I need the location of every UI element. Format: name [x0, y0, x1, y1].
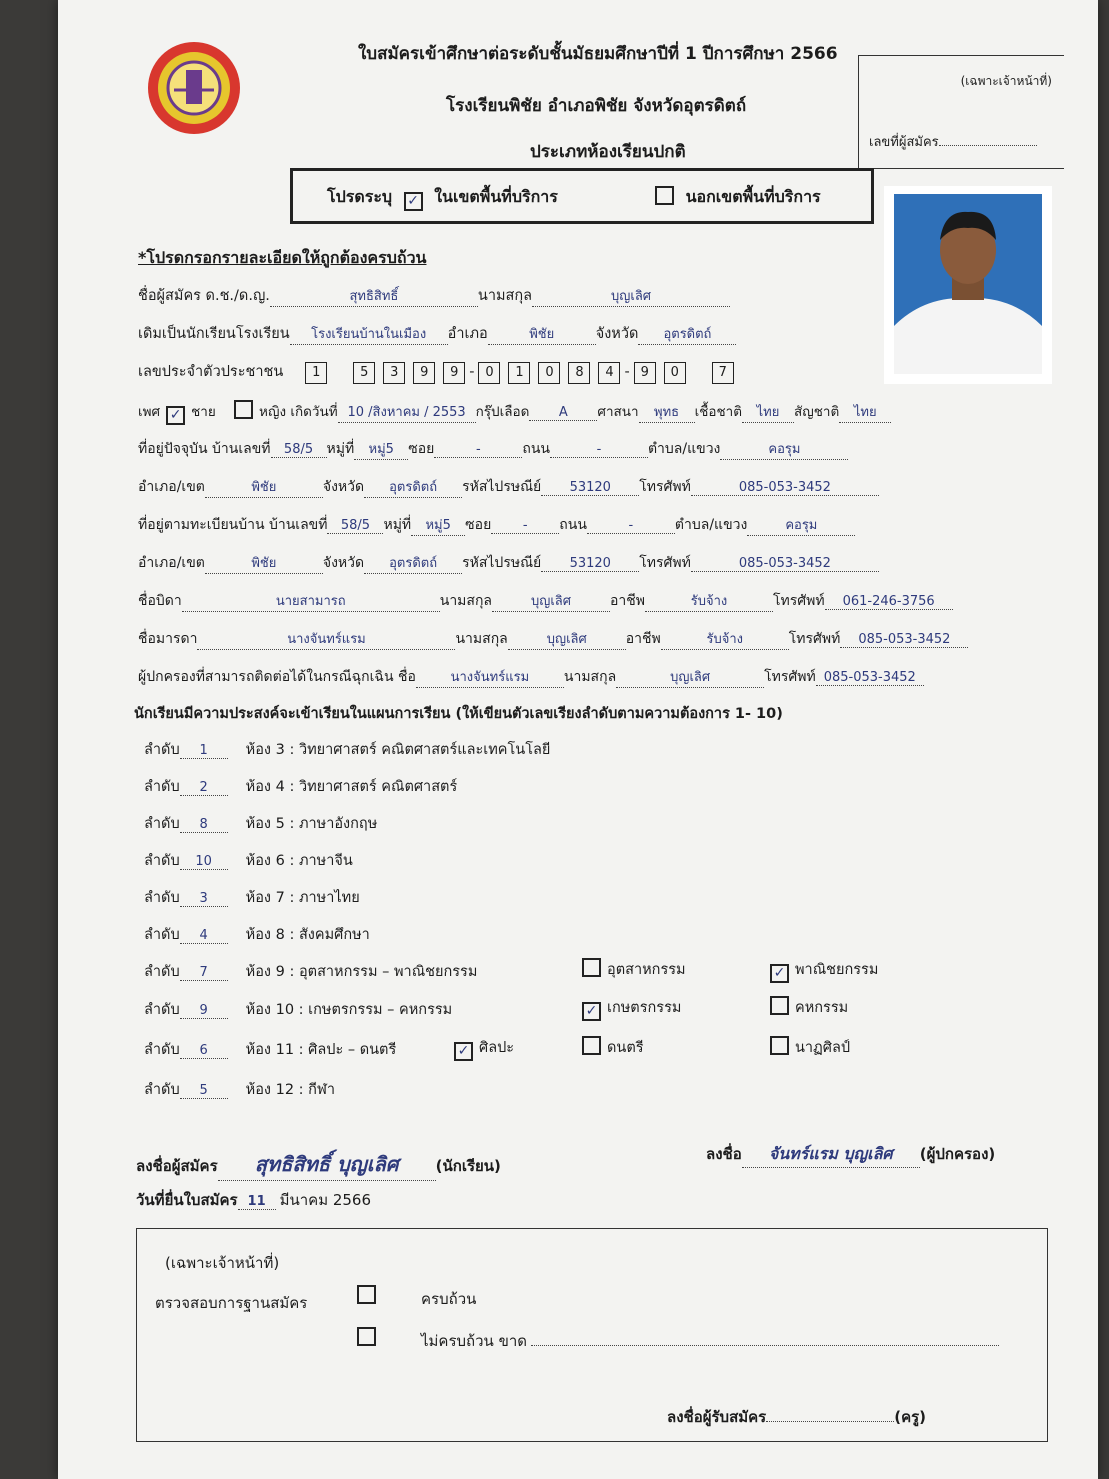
plan-rank-field[interactable]: 10	[180, 854, 228, 870]
submit-date-row: วันที่ยื่นใบสมัคร 11 มีนาคม 2566	[136, 1191, 372, 1209]
cur-soi-field[interactable]: -	[434, 442, 522, 458]
current-address-row-2: อำเภอ/เขต พิชัย จังหวัด อุตรดิตถ์ รหัสไปรษณีย์ 53120 โทรศัพท์ 085-053-3452	[138, 476, 879, 498]
sub-option: อุตสาหกรรม	[576, 958, 686, 981]
prev-school-field[interactable]: โรงเรียนบ้านในเมือง	[290, 323, 448, 345]
guardian-name-field[interactable]: นางจันทร์แรม	[416, 666, 564, 688]
plan-item: ลำดับ 2 ห้อง 4 : วิทยาศาสตร์ คณิตศาสตร์	[144, 779, 458, 795]
plan-rank-field[interactable]: 9	[180, 1003, 228, 1019]
registered-address-row-2: อำเภอ/เขต พิชัย จังหวัด อุตรดิตถ์ รหัสไปรษณีย์ 53120 โทรศัพท์ 085-053-3452	[138, 552, 879, 574]
guardian-signature[interactable]: จันทร์แรม บุญเลิศ	[742, 1142, 920, 1168]
blood-field[interactable]: A	[529, 405, 597, 421]
prev-district-field[interactable]: พิชัย	[488, 323, 596, 345]
reg-postal-field[interactable]: 53120	[541, 556, 639, 572]
plan-rank-field[interactable]: 2	[180, 780, 228, 796]
first-name-field[interactable]: สุทธิสิทธิ์	[270, 285, 478, 307]
female-checkbox[interactable]	[234, 400, 253, 419]
area-selection-box: โปรดระบุ ✓ ในเขตพื้นที่บริการ นอกเขตพื้นที่บริการ	[290, 168, 874, 224]
plan-item: ลำดับ 6 ห้อง 11 : ศิลปะ – ดนตรี	[144, 1042, 397, 1058]
id-digit[interactable]: 0	[478, 362, 500, 384]
id-digit[interactable]: 7	[712, 362, 734, 384]
plan-item: ลำดับ 9 ห้อง 10 : เกษตรกรรม – คหกรรม	[144, 1002, 453, 1018]
reg-soi-field[interactable]: -	[491, 518, 559, 534]
id-digit[interactable]: 3	[383, 362, 405, 384]
prev-province-field[interactable]: อุตรดิตถ์	[638, 323, 736, 345]
cur-moo-field[interactable]: หมู่5	[354, 438, 408, 460]
sub-option: ดนตรี	[576, 1036, 644, 1059]
plan-item: ลำดับ 1 ห้อง 3 : วิทยาศาสตร์ คณิตศาสตร์และเทคโนโลยี	[144, 742, 551, 758]
last-name-field[interactable]: บุญเลิศ	[532, 285, 730, 307]
reg-phone-field[interactable]: 085-053-3452	[691, 556, 879, 572]
cur-province-field[interactable]: อุตรดิตถ์	[364, 476, 462, 498]
school-name: โรงเรียนพิชัย อำเภอพิชัย จังหวัดอุตรดิตถ์	[446, 96, 747, 116]
plan-rank-field[interactable]: 5	[180, 1083, 228, 1099]
incomplete-row: ไม่ครบถ้วน ขาด	[421, 1329, 999, 1353]
cur-road-field[interactable]: -	[550, 442, 648, 458]
in-area-checkbox[interactable]: ✓	[404, 192, 423, 211]
dob-field[interactable]: 10 /สิงหาคม / 2553	[338, 401, 476, 423]
sub-option: นาฏศิลป์	[764, 1036, 850, 1059]
application-form	[58, 0, 1098, 1479]
race-field[interactable]: ไทย	[742, 401, 794, 423]
plan-item: ลำดับ 4 ห้อง 8 : สังคมศึกษา	[144, 927, 370, 943]
plan-rank-field[interactable]: 3	[180, 891, 228, 907]
office-title: (เฉพาะเจ้าหน้าที่)	[165, 1254, 280, 1272]
sub-option: ✓ พาณิชยกรรม	[764, 958, 878, 983]
mother-job-field[interactable]: รับจ้าง	[661, 628, 789, 650]
art-checkbox[interactable]: ✓	[454, 1042, 473, 1061]
date-day-field[interactable]: 11	[238, 1194, 276, 1210]
father-phone-field[interactable]: 061-246-3756	[825, 594, 953, 610]
id-digit[interactable]: 0	[664, 362, 686, 384]
religion-field[interactable]: พุทธ	[639, 401, 695, 423]
id-digit[interactable]: 9	[443, 362, 465, 384]
plan-rank-field[interactable]: 8	[180, 817, 228, 833]
dance-checkbox[interactable]	[770, 1036, 789, 1055]
id-digit[interactable]: 0	[538, 362, 560, 384]
previous-school-row: เดิมเป็นนักเรียนโรงเรียน โรงเรียนบ้านในเมือง อำเภอ พิชัย จังหวัด อุตรดิตถ์	[138, 322, 736, 345]
complete-checkbox[interactable]	[357, 1285, 376, 1304]
reg-road-field[interactable]: -	[587, 518, 675, 534]
agriculture-checkbox[interactable]: ✓	[582, 1002, 601, 1021]
sub-option: ✓ เกษตรกรรม	[576, 996, 681, 1021]
reg-house-field[interactable]: 58/5	[327, 518, 383, 534]
cur-postal-field[interactable]: 53120	[541, 480, 639, 496]
official-use-box: (เฉพาะเจ้าหน้าที่) เลขที่ผู้สมัคร	[858, 55, 1064, 169]
father-job-field[interactable]: รับจ้าง	[645, 590, 773, 612]
plan-item: ลำดับ 5 ห้อง 12 : กีฬา	[144, 1082, 335, 1098]
reg-district-field[interactable]: พิชัย	[205, 552, 323, 574]
id-digit[interactable]: 1	[305, 362, 327, 384]
sub-option: ✓ ศิลปะ	[448, 1036, 514, 1061]
father-last-field[interactable]: บุญเลิศ	[492, 590, 610, 612]
applicant-name-row: ชื่อผู้สมัคร ด.ช./ด.ญ. สุทธิสิทธิ์ นามสกุล บุญเลิศ	[138, 284, 730, 307]
reg-province-field[interactable]: อุตรดิตถ์	[364, 552, 462, 574]
plan-item: ลำดับ 8 ห้อง 5 : ภาษาอังกฤษ	[144, 816, 378, 832]
guardian-row: ผู้ปกครองที่สามารถติดต่อได้ในกรณีฉุกเฉิน ชื่อ นางจันทร์แรม นามสกุล บุญเลิศ โทรศัพท์ 085-053-3452	[138, 666, 924, 688]
guardian-signature-row: ลงชื่อ จันทร์แรม บุญเลิศ (ผู้ปกครอง)	[706, 1142, 995, 1168]
school-seal-logo	[146, 40, 242, 136]
plan-item: ลำดับ 10 ห้อง 6 : ภาษาจีน	[144, 853, 353, 869]
cur-district-field[interactable]: พิชัย	[205, 476, 323, 498]
father-name-field[interactable]: นายสามารถ	[182, 590, 440, 612]
guardian-last-field[interactable]: บุญเลิศ	[616, 666, 764, 688]
plan-rank-field[interactable]: 6	[180, 1043, 228, 1059]
sub-option: คหกรรม	[764, 996, 848, 1019]
plan-rank-field[interactable]: 1	[180, 743, 228, 759]
out-area-checkbox[interactable]	[655, 186, 674, 205]
reg-subdistrict-field[interactable]: คอรุม	[747, 514, 855, 536]
id-digit[interactable]: 9	[634, 362, 656, 384]
male-checkbox[interactable]: ✓	[166, 406, 185, 425]
id-digit[interactable]: 4	[598, 362, 620, 384]
class-type: ประเภทห้องเรียนปกติ	[530, 142, 686, 162]
plan-rank-field[interactable]: 4	[180, 928, 228, 944]
office-use-section	[136, 1228, 1048, 1442]
nationality-field[interactable]: ไทย	[839, 401, 891, 423]
id-digit[interactable]: 1	[508, 362, 530, 384]
plan-item: ลำดับ 3 ห้อง 7 : ภาษาไทย	[144, 890, 360, 906]
mother-row: ชื่อมารดา นางจันทร์แรม นามสกุล บุญเลิศ อาชีพ รับจ้าง โทรศัพท์ 085-053-3452	[138, 628, 968, 650]
cur-subdistrict-field[interactable]: คอรุม	[720, 438, 848, 460]
personal-info-row: เพศ ✓ ชาย หญิง เกิดวันที่ 10 /สิงหาคม / 2553 กรุ๊ปเลือด A ศาสนา พุทธ เชื้อชาติ ไทย สัญชาติ ไทย	[138, 400, 891, 425]
registered-address-row: ที่อยู่ตามทะเบียนบ้าน บ้านเลขที่ 58/5 หมู่ที่ หมู่5 ซอย - ถนน - ตำบล/แขวง คอรุม	[138, 514, 855, 536]
id-digit[interactable]: 8	[568, 362, 590, 384]
current-address-row: ที่อยู่ปัจจุบัน บ้านเลขที่ 58/5 หมู่ที่ หมู่5 ซอย - ถนน - ตำบล/แขวง คอรุม	[138, 438, 848, 460]
mother-name-field[interactable]: นางจันทร์แรม	[197, 628, 455, 650]
receiver-signature-row: ลงชื่อผู้รับสมัคร (ครู)	[667, 1408, 927, 1426]
id-digit[interactable]: 5	[353, 362, 375, 384]
cur-house-field[interactable]: 58/5	[271, 442, 327, 458]
music-checkbox[interactable]	[582, 1036, 601, 1055]
mother-last-field[interactable]: บุญเลิศ	[508, 628, 626, 650]
applicant-photo	[884, 186, 1052, 384]
plan-item: ลำดับ 7 ห้อง 9 : อุตสาหกรรม – พาณิชยกรรม	[144, 964, 478, 980]
national-id-row: เลขประจำตัวประชาชน 1 5 3 9 9 - 0 1 0 8 4 - 9 0 7	[138, 360, 738, 384]
complete-label: ครบถ้วน	[421, 1290, 477, 1308]
applicant-signature-row: ลงชื่อผู้สมัคร สุทธิสิทธิ์ บุญเลิศ (นักเรียน)	[136, 1148, 501, 1181]
commerce-checkbox[interactable]: ✓	[770, 964, 789, 983]
incomplete-checkbox[interactable]	[357, 1327, 376, 1346]
instruction: *โปรดกรอกรายละเอียดให้ถูกต้องครบถ้วน	[138, 248, 427, 267]
home-economics-checkbox[interactable]	[770, 996, 789, 1015]
cur-phone-field[interactable]: 085-053-3452	[691, 480, 879, 496]
form-title: ใบสมัครเข้าศึกษาต่อระดับชั้นมัธยมศึกษาปีที่ 1 ปีการศึกษา 2566	[358, 44, 838, 64]
industry-checkbox[interactable]	[582, 958, 601, 977]
plan-heading: นักเรียนมีความประสงค์จะเข้าเรียนในแผนการเรียน (ให้เขียนตัวเลขเรียงลำดับตามความต้องการ 1- 10)	[134, 706, 783, 722]
plan-rank-field[interactable]: 7	[180, 965, 228, 981]
id-digit[interactable]: 9	[413, 362, 435, 384]
mother-phone-field[interactable]: 085-053-3452	[840, 632, 968, 648]
applicant-signature[interactable]: สุทธิสิทธิ์ บุญเลิศ	[218, 1148, 436, 1181]
reg-moo-field[interactable]: หมู่5	[411, 514, 465, 536]
check-label: ตรวจสอบการฐานสมัคร	[155, 1294, 308, 1312]
guardian-phone-field[interactable]: 085-053-3452	[816, 670, 924, 686]
father-row: ชื่อบิดา นายสามารถ นามสกุล บุญเลิศ อาชีพ รับจ้าง โทรศัพท์ 061-246-3756	[138, 590, 953, 612]
